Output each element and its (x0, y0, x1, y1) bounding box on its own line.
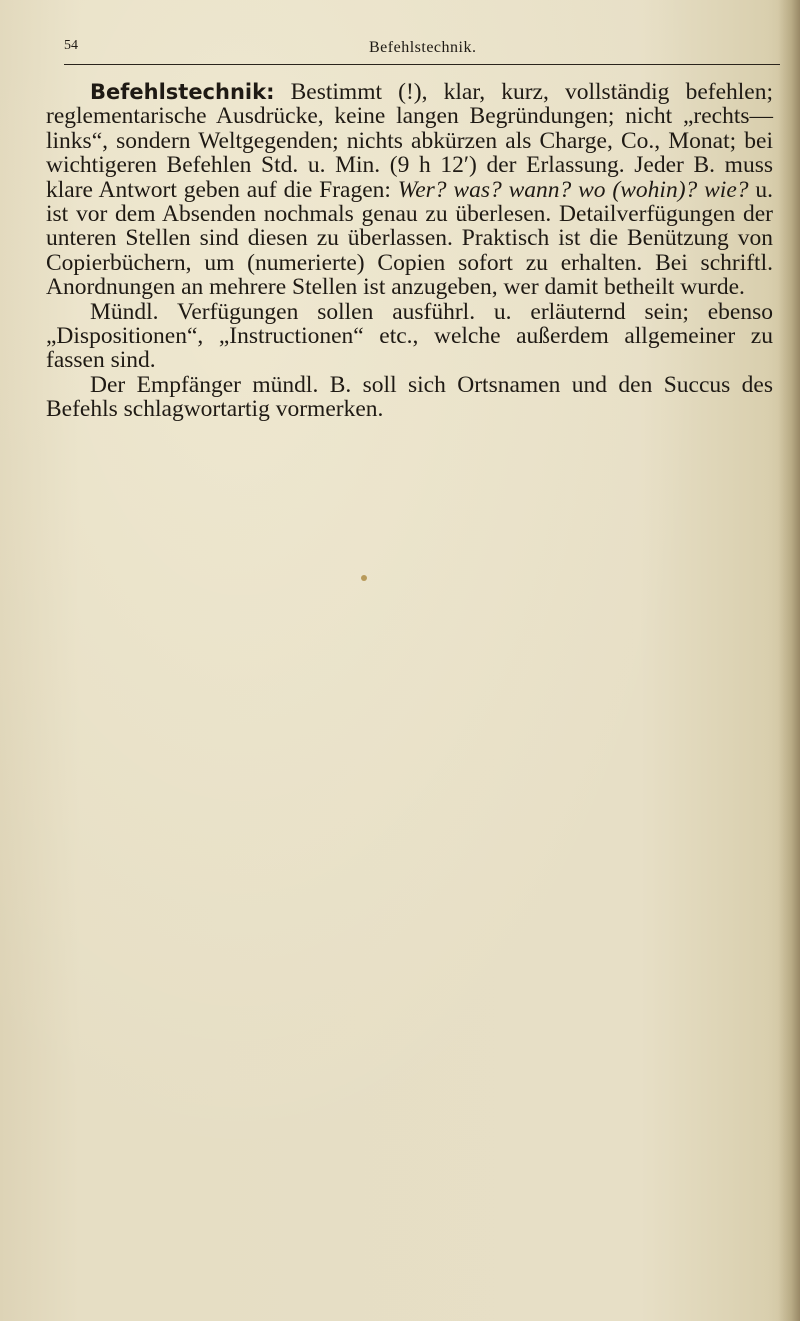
term-heading: Befehlstechnik: (90, 80, 275, 104)
page-number: 54 (64, 38, 78, 53)
question-list: Wer? was? wann? wo (wohin)? wie? (397, 176, 749, 203)
paragraph-text: Bestimmt (!), klar, kurz, vollständig befehlen; reglementarische Ausdrücke, keine langen Begründungen; nicht „rechts—links“, sondern Weltgegenden; nichts abkürzen als Charge, Co., Monat; bei wichtigeren Befehlen Std. u. Min. (9 h 12′) der Erlassung. Jeder B. muss klare Antwort geben auf die Fragen: (46, 79, 773, 203)
running-head: Befehlstechnik. (369, 39, 477, 56)
page-header (64, 36, 780, 65)
paragraph-definition (46, 80, 773, 300)
body-text (46, 80, 773, 422)
paragraph-recipient: Der Empfänger mündl. B. soll sich Ortsnamen und den Succus des Befehls schlagwortartig vormerken. (46, 371, 773, 423)
page-edge-shadow (778, 0, 800, 1321)
paragraph-text: u. ist vor dem Absenden nochmals genau zu überlesen. Detailverfügungen der unteren Stellen sind diesen zu überlassen. Praktisch ist die Benützung von Copierbüchern, um (numerierte) Copien sofort zu erhalten. Bei schriftl. Anordnungen an mehrere Stellen ist anzugeben, wer damit betheilt wurde. (46, 176, 774, 301)
ink-speck (361, 575, 367, 581)
paragraph-oral-orders: Mündl. Verfügungen sollen ausführl. u. erläuternd sein; ebenso „Dispositionen“, „Instructionen“ etc., welche außerdem allgemeiner zu fassen sind. (46, 298, 773, 374)
